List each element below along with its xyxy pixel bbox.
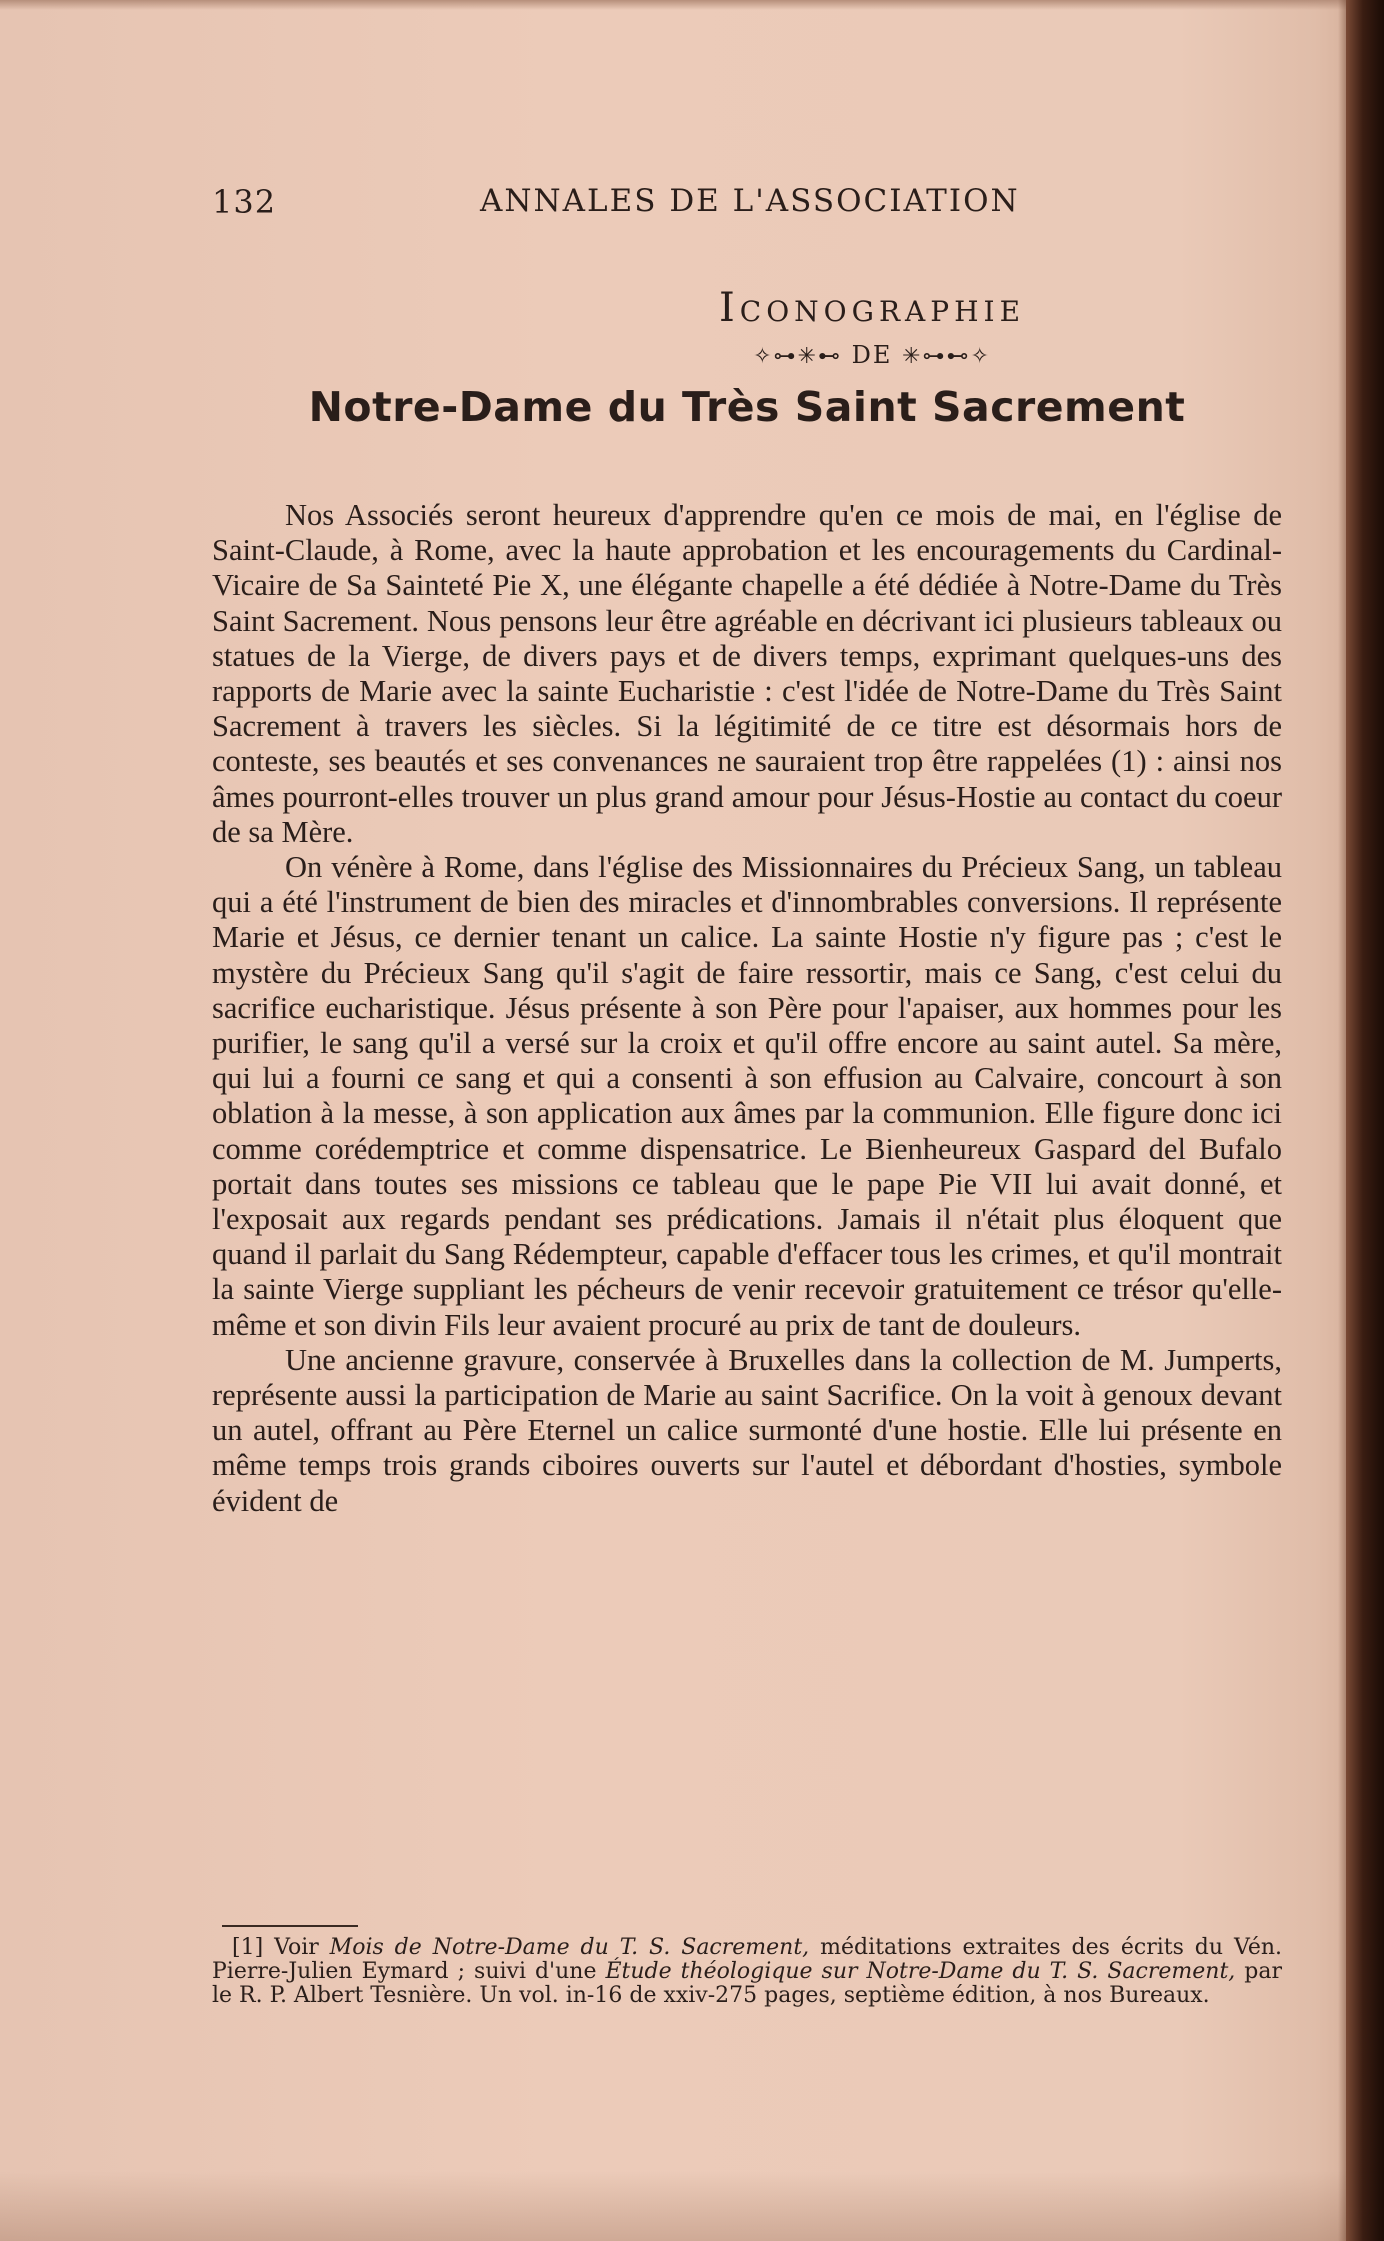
- binding-shadow: [1338, 0, 1346, 2241]
- footnote-marker: [1]: [232, 1935, 264, 1960]
- footnote-rule: [222, 1925, 358, 1927]
- running-head: [212, 183, 1282, 227]
- article-title: Iconographie: [718, 285, 1026, 331]
- paragraph: On vénère à Rome, dans l'église des Missionnaires du Précieux Sang, un tableau qui a été l'instrument de bien des miracles et d'innombrables conversions. Il représente Marie et Jésus, ce dernier tenant un calice. La sainte Hostie n'y figure pas ; c'est le mystère du Précieux Sang qu'il s'agit de faire ressortir, mais ce Sang, c'est celui du sacrifice eucharistique. Jésus présente à son Père pour l'apaiser, aux hommes pour les purifier, le sang qu'il a versé sur la croix et qu'il offre encore au saint autel. Sa mère, qui lui a fourni ce sang et qui a consenti à son effusion au Calvaire, concourt à son oblation à la messe, à son application aux âmes par la communion. Elle figure donc ici comme corédemptrice et comme dispensatrice. Le Bienheureux Gaspard del Bufalo portait dans toutes ses missions ce tableau que le pape Pie VII lui avait donné, et l'exposait aux regards pendant ses prédications. Jamais il n'était plus éloquent que quand il parlait du Sang Rédempteur, capable d'effacer tous les crimes, et qu'il montrait la sainte Vierge suppliant les pécheurs de venir recevoir gratuitement ce trésor qu'elle-même et son divin Fils leur avaient procuré au prix de tant de douleurs.: [212, 850, 1282, 1342]
- page-top-edge: [0, 0, 1346, 10]
- footnote-text: méditations extraites des écrits du Vén. Pierre-Julien Eymard ; suivi d'une: [212, 1935, 1283, 1984]
- right-ornament-icon: ✳⊶⊷✧: [902, 344, 991, 369]
- paragraph: Nos Associés seront heureux d'apprendre qu'en ce mois de mai, en l'église de Saint-Claude, à Rome, avec la haute approbation et les encouragements du Cardinal-Vicaire de Sa Sainteté Pie X, une élégante chapelle a été dédiée à Notre-Dame du Très Saint Sacrement. Nous pensons leur être agréable en décrivant ici plusieurs tableaux ou statues de la Vierge, de divers pays et de divers temps, exprimant quelques-uns des rapports de Marie avec la sainte Eucharistie : c'est l'idée de Notre-Dame du Très Saint Sacrement à travers les siècles. Si la légitimité de ce titre est désormais hors de conteste, ses beautés et ses convenances ne sauraient trop être rappelées (1) : ainsi nos âmes pourront-elles trouver un plus grand amour pour Jésus-Hostie au contact du coeur de sa Mère.: [212, 498, 1282, 849]
- article-heading: [212, 285, 1282, 431]
- left-ornament-icon: ✧⊶✳⊷: [753, 344, 842, 369]
- article-subtitle: Notre-Dame du Très Saint Sacrement: [308, 383, 1186, 431]
- book-binding: [1346, 0, 1384, 2241]
- article-body: [212, 498, 1282, 1519]
- footnote-text: Voir: [263, 1935, 330, 1960]
- footnote: [212, 1936, 1282, 2008]
- page-number: 132: [212, 183, 277, 221]
- running-title: ANNALES DE L'ASSOCIATION: [480, 183, 1020, 219]
- title-connector: [462, 341, 1282, 369]
- paragraph: Une ancienne gravure, conservée à Bruxelles dans la collection de M. Jumperts, représente aussi la participation de Marie au saint Sacrifice. On la voit à genoux devant un autel, offrant au Père Eternel un calice surmonté d'une hostie. Elle lui présente en même temps trois grands ciboires ouverts sur l'autel et débordant d'hosties, symbole évident de: [212, 1342, 1282, 1518]
- footnote-text: par le R. P. Albert Tesnière. Un vol. in-16 de xxiv-275 pages, septième édition, à nos Bureaux.: [212, 1959, 1282, 2008]
- title-de: DE: [851, 341, 893, 369]
- page-bottom-shadow: [0, 2171, 1346, 2241]
- footnote-book-title: Mois de Notre-Dame du T. S. Sacrement,: [329, 1935, 810, 1960]
- footnote-study-title: Étude théologique sur Notre-Dame du T. S. Sacrement,: [605, 1959, 1236, 1984]
